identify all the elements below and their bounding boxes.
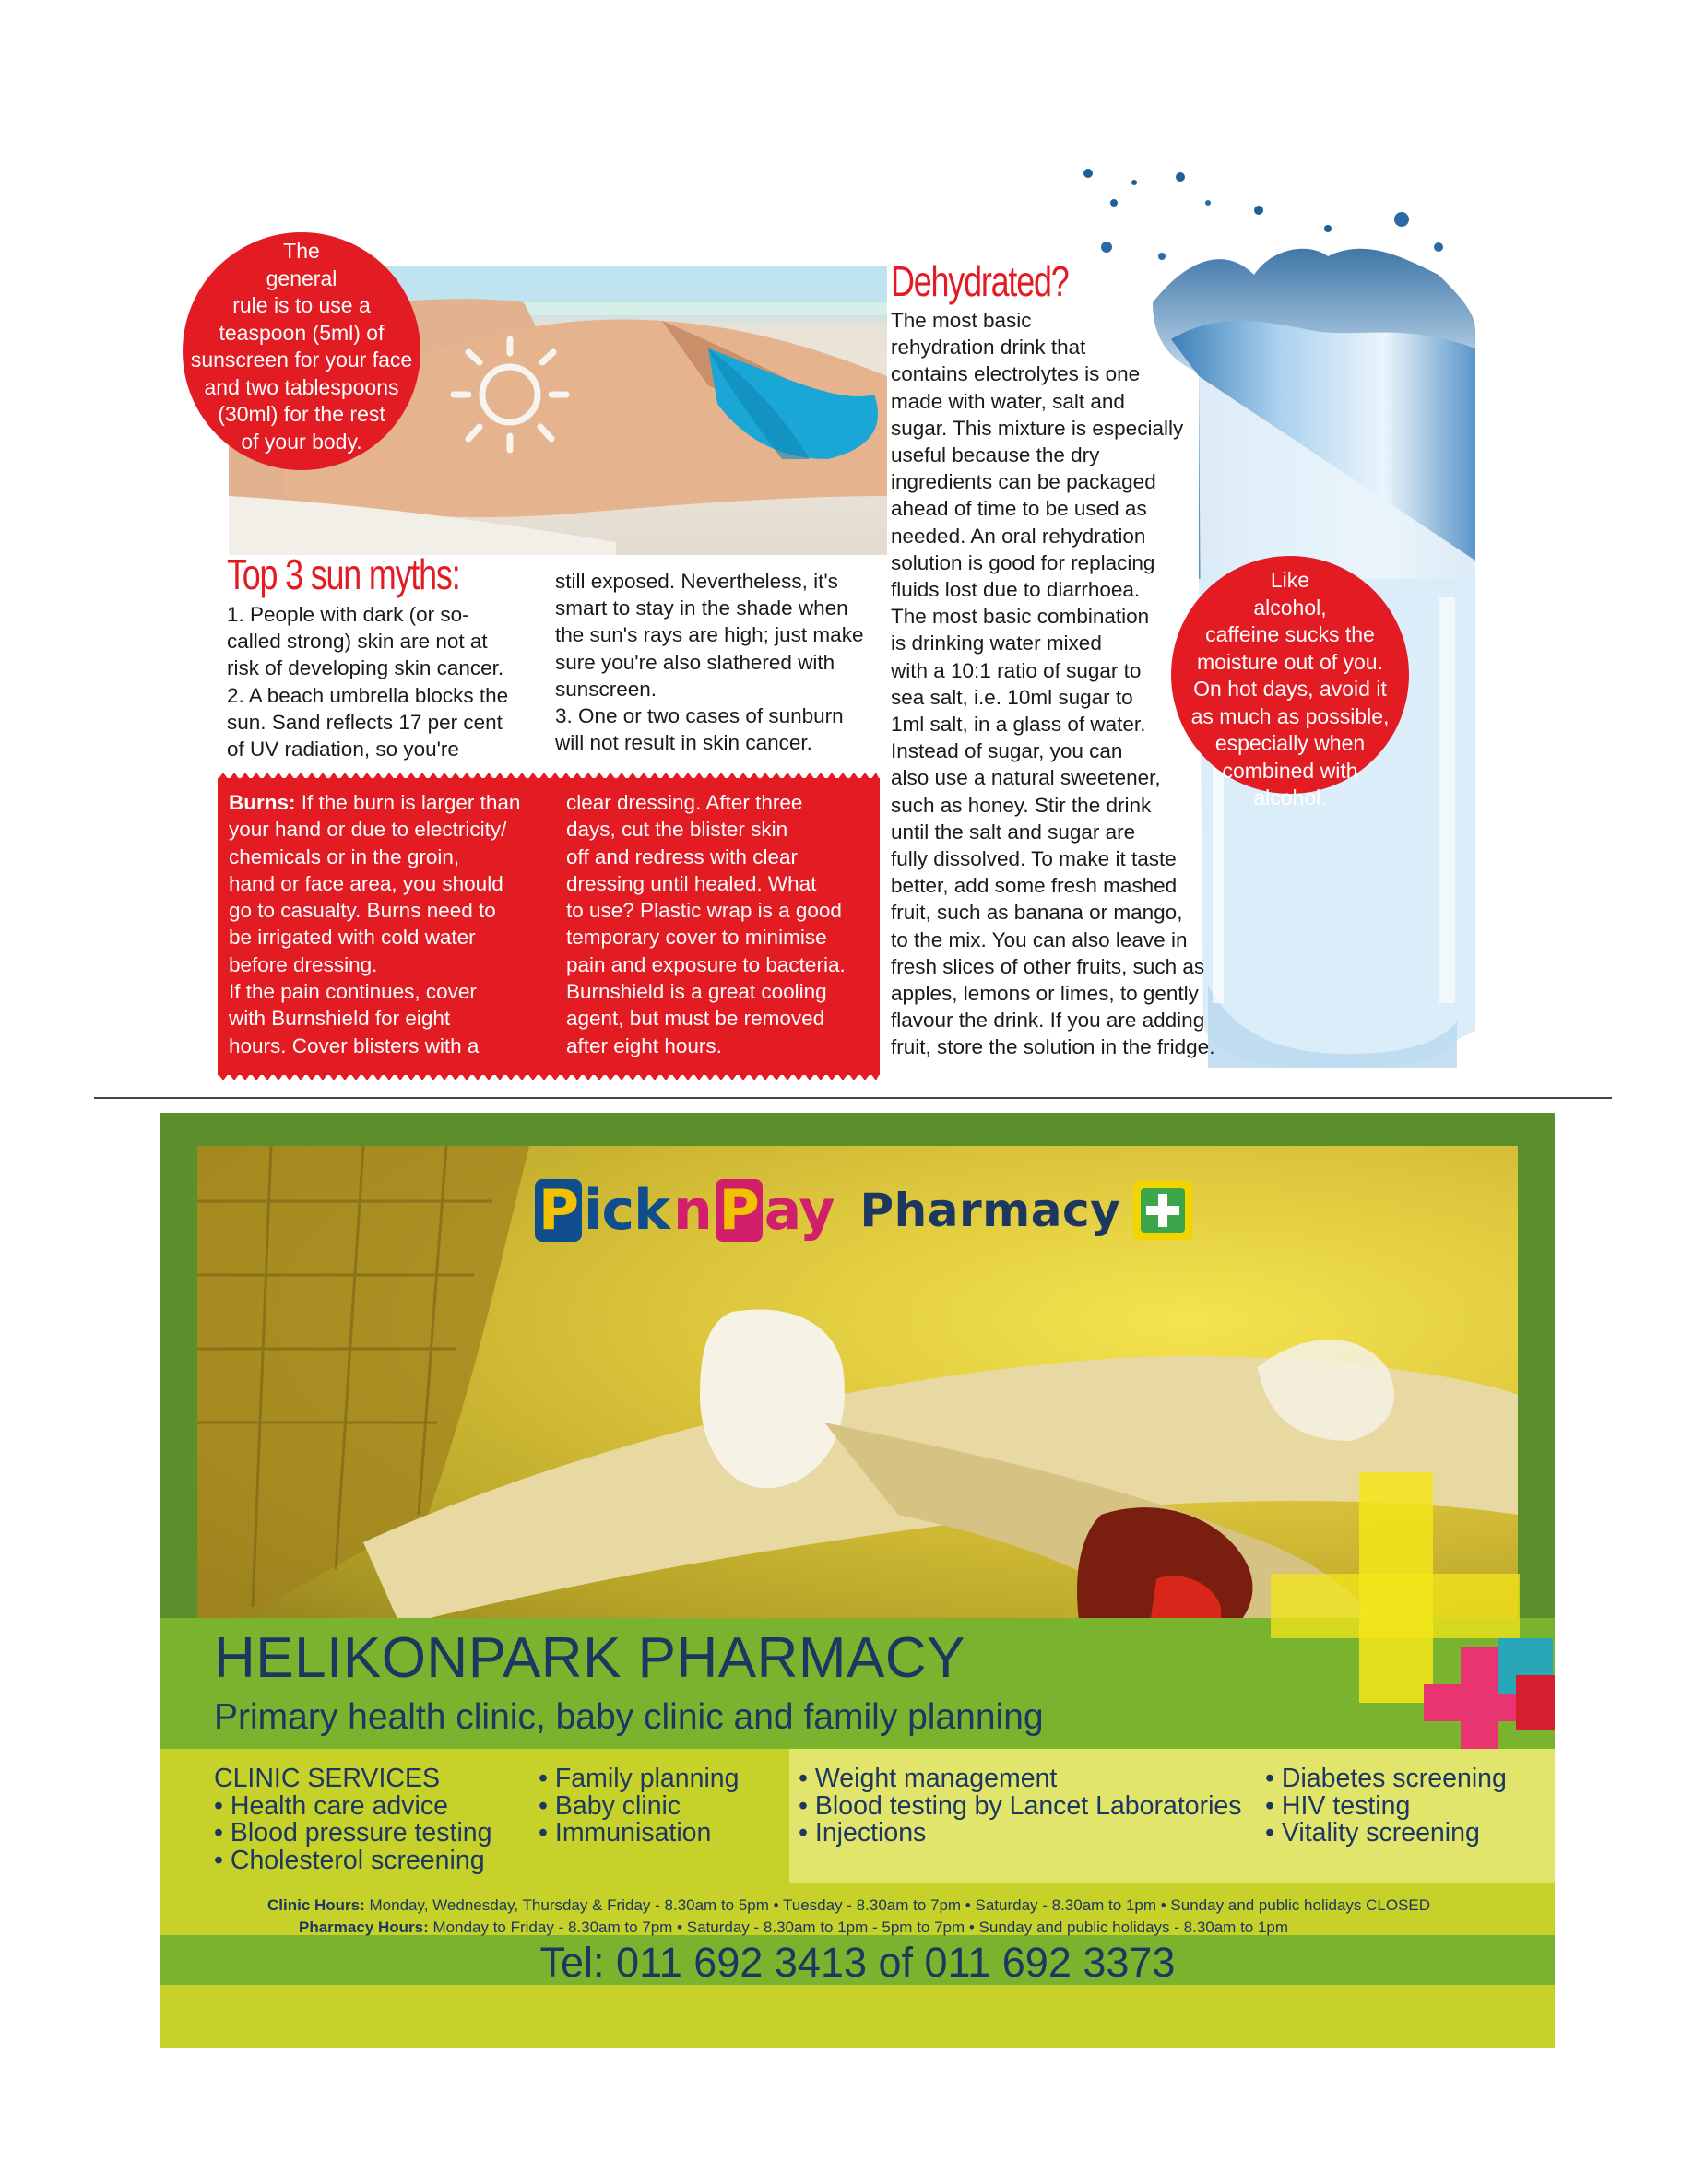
logo-n-text: n (673, 1178, 712, 1243)
text-line: fruit, such as banana or mango, (891, 901, 1183, 925)
service-item: • Cholesterol screening (214, 1845, 485, 1875)
text-line: is drinking water mixed (891, 632, 1102, 655)
text-line: fruit, store the solution in the fridge. (891, 1035, 1215, 1059)
text-line: with a 10:1 ratio of sugar to (891, 658, 1142, 682)
zigzag-top-border (218, 771, 880, 780)
text-line: apples, lemons or limes, to gently (891, 982, 1199, 1006)
clinic-hours-text: Monday, Wednesday, Thursday & Friday - 8.30am to 5pm • Tuesday - 8.30am to 7pm • Saturday - 8.30am to 1pm • Sunday and public holidays CLOSED (364, 1896, 1431, 1914)
text-line: the sun's rays are high; just make (555, 623, 864, 647)
text-line: hours. Cover blisters with a (229, 1033, 480, 1057)
services-column-4 (1265, 1765, 1507, 1848)
service-item: • Immunisation (539, 1818, 712, 1848)
burns-label: Burns: (229, 791, 296, 814)
text-line: called strong) skin are not at (227, 630, 488, 654)
myths-column-1 (227, 601, 540, 762)
text-line: days, cut the blister skin (566, 818, 788, 842)
burns-column-1 (229, 789, 561, 1059)
pharmacy-name: HELIKONPARK PHARMACY (214, 1626, 966, 1690)
myths-column-2 (555, 568, 887, 756)
tip-line: rule is to use a (232, 293, 371, 317)
text-line: Burnshield is a great cooling (566, 980, 827, 1004)
text-line: If the pain continues, cover (229, 980, 477, 1004)
logo-p2-tile: P (716, 1179, 763, 1242)
tip-line: combined with (1222, 758, 1358, 783)
text-line: needed. An oral rehydration (891, 524, 1146, 548)
text-line: sure you're also slathered with (555, 650, 835, 674)
services-heading: CLINIC SERVICES (214, 1764, 440, 1793)
text-line: of UV radiation, so you're (227, 738, 459, 761)
text-line (229, 789, 561, 816)
green-cross-icon (1133, 1181, 1192, 1240)
text-line: before dressing. (229, 952, 378, 976)
text-line: better, add some fresh mashed (891, 874, 1178, 898)
pharmacy-hours (299, 1918, 1288, 1937)
text-line: fully dissolved. To make it taste (891, 847, 1177, 871)
decorative-crosses (1267, 1472, 1555, 1749)
service-item: • Health care advice (214, 1790, 448, 1821)
tip-line: alcohol, (1253, 595, 1327, 620)
tip-line: general (266, 266, 337, 290)
text-line: hand or face area, you should (229, 871, 503, 895)
text-line: off and redress with clear (566, 844, 798, 868)
dehydrated-heading: Dehydrated? (891, 257, 1069, 305)
tip-line: alcohol. (1253, 785, 1327, 809)
logo-p-tile: P (535, 1179, 582, 1242)
text-line: until the salt and sugar are (891, 820, 1136, 844)
services-column-3 (799, 1765, 1242, 1848)
service-item: • Diabetes screening (1265, 1764, 1507, 1793)
text-line: sun. Sand reflects 17 per cent (227, 710, 503, 734)
service-item: • Weight management (799, 1764, 1058, 1793)
pharmacy-advert (160, 1113, 1555, 2048)
text-line: smart to stay in the shade when (555, 596, 848, 620)
text-line: your hand or due to electricity/ (229, 818, 507, 842)
tip-line: teaspoon (5ml) of (219, 320, 385, 345)
service-item: • Vitality screening (1265, 1818, 1480, 1848)
tip-line: The (283, 239, 320, 263)
text-line: rehydration drink that (891, 336, 1086, 360)
text-line: useful because the dry (891, 443, 1100, 467)
text-line: with Burnshield for eight (229, 1007, 451, 1031)
service-item: • Blood pressure testing (214, 1818, 492, 1848)
tip-line: sunscreen for your face (190, 348, 413, 372)
text-line: 1. People with dark (or so- (227, 603, 469, 626)
services-column-1 (214, 1765, 491, 1874)
service-item: • Baby clinic (539, 1790, 681, 1821)
text-line: be irrigated with cold water (229, 926, 476, 950)
text-line: sunscreen. (555, 677, 657, 701)
pick-n-pay-wordmark (535, 1178, 835, 1243)
tip-line: moisture out of you. (1197, 649, 1383, 674)
service-item: • Injections (799, 1818, 927, 1848)
logo-pharmacy-text: Pharmacy (859, 1184, 1121, 1237)
myths-heading: Top 3 sun myths: (227, 550, 460, 598)
caffeine-tip-circle (1171, 556, 1409, 809)
tip-line: Like (1270, 568, 1310, 592)
text-line: flavour the drink. If you are adding (891, 1009, 1205, 1033)
logo-ay-text: ay (764, 1178, 835, 1243)
text-line: ingredients can be packaged (891, 470, 1156, 494)
tip-line: and two tablespoons (204, 374, 399, 399)
bottom-band (160, 1985, 1555, 2048)
service-item: • Blood testing by Lancet Laboratories (799, 1790, 1242, 1821)
text-line: still exposed. Nevertheless, it's (555, 570, 838, 593)
service-item: • Family planning (539, 1764, 740, 1793)
text-line: also use a natural sweetener, (891, 766, 1161, 790)
tip-line: of your body. (241, 429, 362, 454)
burns-column-2 (566, 789, 880, 1059)
text-line: agent, but must be removed (566, 1007, 825, 1031)
tip-line: as much as possible, (1190, 703, 1390, 728)
zigzag-bottom-border (218, 1073, 880, 1082)
text-line: The most basic (891, 309, 1032, 332)
clinic-hours-label: Clinic Hours: (267, 1896, 365, 1914)
text-line: clear dressing. After three (566, 791, 803, 814)
services-column-2 (539, 1765, 740, 1848)
page-divider (94, 1097, 1612, 1099)
text-line: contains electrolytes is one (891, 362, 1141, 386)
text-line: pain and exposure to bacteria. (566, 952, 846, 976)
text-line: fresh slices of other fruits, such as (891, 954, 1205, 978)
logo-ick-text: ick (583, 1178, 670, 1243)
tip-line: (30ml) for the rest (218, 402, 385, 426)
pharmacy-hours-text: Monday to Friday - 8.30am to 7pm • Saturday - 8.30am to 1pm - 5pm to 7pm • Sunday and public holidays - 8.30am to 1pm (428, 1918, 1289, 1936)
pharmacy-hours-label: Pharmacy Hours: (299, 1918, 429, 1936)
service-item: • HIV testing (1265, 1790, 1411, 1821)
text-line: to the mix. You can also leave in (891, 927, 1188, 951)
text-line: sea salt, i.e. 10ml sugar to (891, 685, 1133, 709)
text-line: after eight hours. (566, 1033, 722, 1057)
clinic-hours (267, 1896, 1430, 1915)
text-line: ahead of time to be used as (891, 497, 1147, 521)
text-fragment: If the burn is larger than (295, 791, 521, 814)
text-line: sugar. This mixture is especially (891, 416, 1184, 440)
telephone-numbers: Tel: 011 692 3413 of 011 692 3373 (539, 1939, 1176, 1986)
tip-line: especially when (1214, 731, 1366, 755)
text-line: will not result in skin cancer. (555, 731, 812, 755)
text-line: The most basic combination (891, 605, 1150, 629)
text-line: 1ml salt, in a glass of water. (891, 713, 1146, 737)
text-line: go to casualty. Burns need to (229, 899, 496, 923)
text-line: chemicals or in the groin, (229, 844, 460, 868)
text-line: solution is good for replacing (891, 550, 1155, 574)
text-line: Instead of sugar, you can (891, 739, 1123, 763)
pick-n-pay-pharmacy-logo (535, 1174, 1192, 1247)
tip-line: On hot days, avoid it (1193, 677, 1387, 701)
text-line: made with water, salt and (891, 389, 1125, 413)
sunscreen-tip-circle (183, 232, 420, 470)
pharmacy-tagline: Primary health clinic, baby clinic and family planning (214, 1697, 1044, 1737)
text-line: 2. A beach umbrella blocks the (227, 683, 509, 707)
text-line: dressing until healed. What (566, 871, 817, 895)
burns-info-box (218, 778, 880, 1075)
text-line: fluids lost due to diarrhoea. (891, 578, 1141, 602)
text-line: risk of developing skin cancer. (227, 656, 504, 680)
tip-line: caffeine sucks the (1205, 622, 1375, 646)
text-line: to use? Plastic wrap is a good (566, 899, 842, 923)
text-line: temporary cover to minimise (566, 926, 827, 950)
text-line: such as honey. Stir the drink (891, 793, 1152, 817)
text-line: 3. One or two cases of sunburn (555, 704, 844, 728)
